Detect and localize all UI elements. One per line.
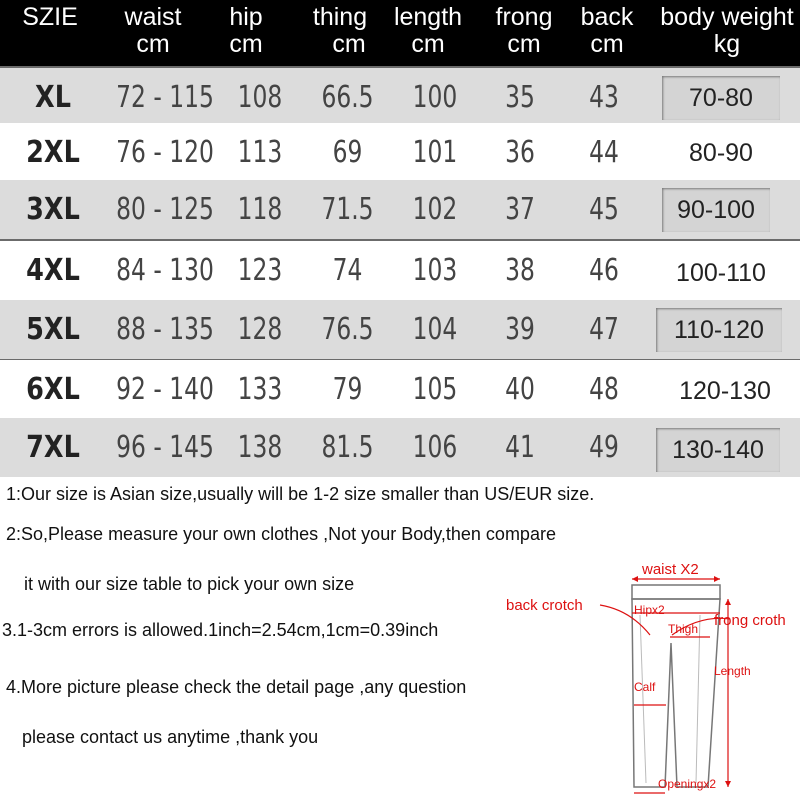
back-cell: 43 [589, 80, 619, 115]
header-back [572, 4, 642, 58]
table-row [0, 360, 800, 419]
weight-cell: 90-100 [662, 188, 770, 232]
header-size [10, 4, 90, 31]
hip-cell: 108 [237, 80, 283, 115]
header-back-label: back [580, 3, 634, 31]
table-row [0, 300, 800, 359]
header-length [388, 4, 468, 58]
calf-label: Calf [634, 680, 656, 694]
header-length-label: length [393, 3, 463, 31]
weight-cell: 80-90 [662, 131, 780, 175]
pants-outline-icon [500, 555, 800, 800]
hip-cell: 118 [237, 192, 283, 227]
waist-cell: 88 - 135 [116, 312, 214, 347]
length-cell: 106 [412, 430, 458, 465]
size-table-header [0, 0, 800, 66]
length-cell: 100 [412, 80, 458, 115]
note-4: 4.More picture please check the detail page ,any question [6, 677, 467, 697]
hip-cell: 133 [237, 372, 283, 407]
frong-cell: 40 [505, 372, 535, 407]
waist-cell: 72 - 115 [116, 80, 214, 115]
hip-cell: 113 [237, 135, 283, 170]
length-cell: 105 [412, 372, 458, 407]
thing-cell: 71.5 [321, 192, 374, 227]
note-2-cont: it with our size table to pick your own size [24, 574, 355, 594]
header-length-unit: cm [411, 30, 445, 58]
frong-cell: 41 [505, 430, 535, 465]
header-thing-unit: cm [332, 30, 366, 58]
header-frong [488, 4, 560, 58]
back-crotch-label: back crotch [506, 597, 583, 614]
frong-cell: 37 [505, 192, 535, 227]
table-row [0, 180, 800, 239]
header-back-unit: cm [590, 30, 624, 58]
weight-cell: 110-120 [656, 308, 782, 352]
frong-croth-label: frong croth [714, 612, 786, 629]
table-row [0, 68, 800, 127]
thing-cell: 76.5 [321, 312, 374, 347]
size-cell: 4XL [26, 253, 80, 288]
thing-cell: 79 [332, 372, 363, 407]
back-cell: 47 [589, 312, 619, 347]
table-row [0, 123, 800, 182]
table-row [0, 241, 800, 300]
table-row [0, 418, 800, 477]
waist-cell: 84 - 130 [116, 253, 214, 288]
header-hip-label: hip [229, 3, 263, 31]
header-frong-label: frong [495, 3, 553, 31]
header-size-label: SZIE [22, 3, 78, 31]
length-cell: 102 [412, 192, 458, 227]
header-body-weight [654, 4, 800, 58]
size-cell: 2XL [26, 135, 80, 170]
waist-cell: 76 - 120 [116, 135, 214, 170]
header-weight-unit: kg [713, 30, 741, 58]
hip-cell: 138 [237, 430, 283, 465]
header-waist-label: waist [124, 3, 182, 31]
note-2: 2:So,Please measure your own clothes ,Not your Body,then compare [6, 524, 556, 544]
waist-cell: 92 - 140 [116, 372, 214, 407]
header-hip-unit: cm [229, 30, 263, 58]
size-cell: 3XL [26, 192, 80, 227]
note-4-cont: please contact us anytime ,thank you [22, 727, 319, 747]
back-cell: 49 [589, 430, 619, 465]
weight-cell: 120-130 [666, 369, 784, 413]
hip-label: Hipx2 [634, 603, 665, 617]
length-label: Length [714, 664, 751, 678]
size-cell: 5XL [26, 312, 80, 347]
weight-cell: 100-110 [662, 251, 780, 295]
frong-cell: 36 [505, 135, 535, 170]
header-waist-unit: cm [136, 30, 170, 58]
back-cell: 46 [589, 253, 619, 288]
header-thing [300, 4, 380, 58]
note-1: 1:Our size is Asian size,usually will be 1-2 size smaller than US/EUR size. [6, 484, 595, 504]
header-waist [108, 4, 198, 58]
thing-cell: 81.5 [321, 430, 374, 465]
header-weight-label: body weight [660, 3, 794, 31]
frong-cell: 39 [505, 312, 535, 347]
waist-cell: 96 - 145 [116, 430, 214, 465]
frong-cell: 35 [505, 80, 535, 115]
back-cell: 44 [589, 135, 619, 170]
length-cell: 101 [412, 135, 458, 170]
size-cell: XL [35, 80, 71, 115]
thing-cell: 74 [332, 253, 363, 288]
thigh-label: Thigh [668, 622, 699, 636]
header-hip [216, 4, 276, 58]
hip-cell: 123 [237, 253, 283, 288]
waist-label: waist X2 [642, 561, 699, 578]
thing-cell: 66.5 [321, 80, 374, 115]
frong-cell: 38 [505, 253, 535, 288]
back-cell: 48 [589, 372, 619, 407]
pants-measurement-diagram [500, 555, 800, 800]
hip-cell: 128 [237, 312, 283, 347]
note-3: 3.1-3cm errors is allowed.1inch=2.54cm,1cm=0.39inch [2, 620, 439, 640]
header-frong-unit: cm [507, 30, 541, 58]
length-cell: 104 [412, 312, 458, 347]
header-thing-label: thing [312, 3, 368, 31]
size-cell: 6XL [26, 372, 80, 407]
weight-cell: 70-80 [662, 76, 780, 120]
size-cell: 7XL [26, 430, 80, 465]
opening-label: Openingx2 [658, 777, 717, 791]
thing-cell: 69 [332, 135, 363, 170]
waist-cell: 80 - 125 [116, 192, 214, 227]
length-cell: 103 [412, 253, 458, 288]
weight-cell: 130-140 [656, 428, 780, 472]
back-cell: 45 [589, 192, 619, 227]
